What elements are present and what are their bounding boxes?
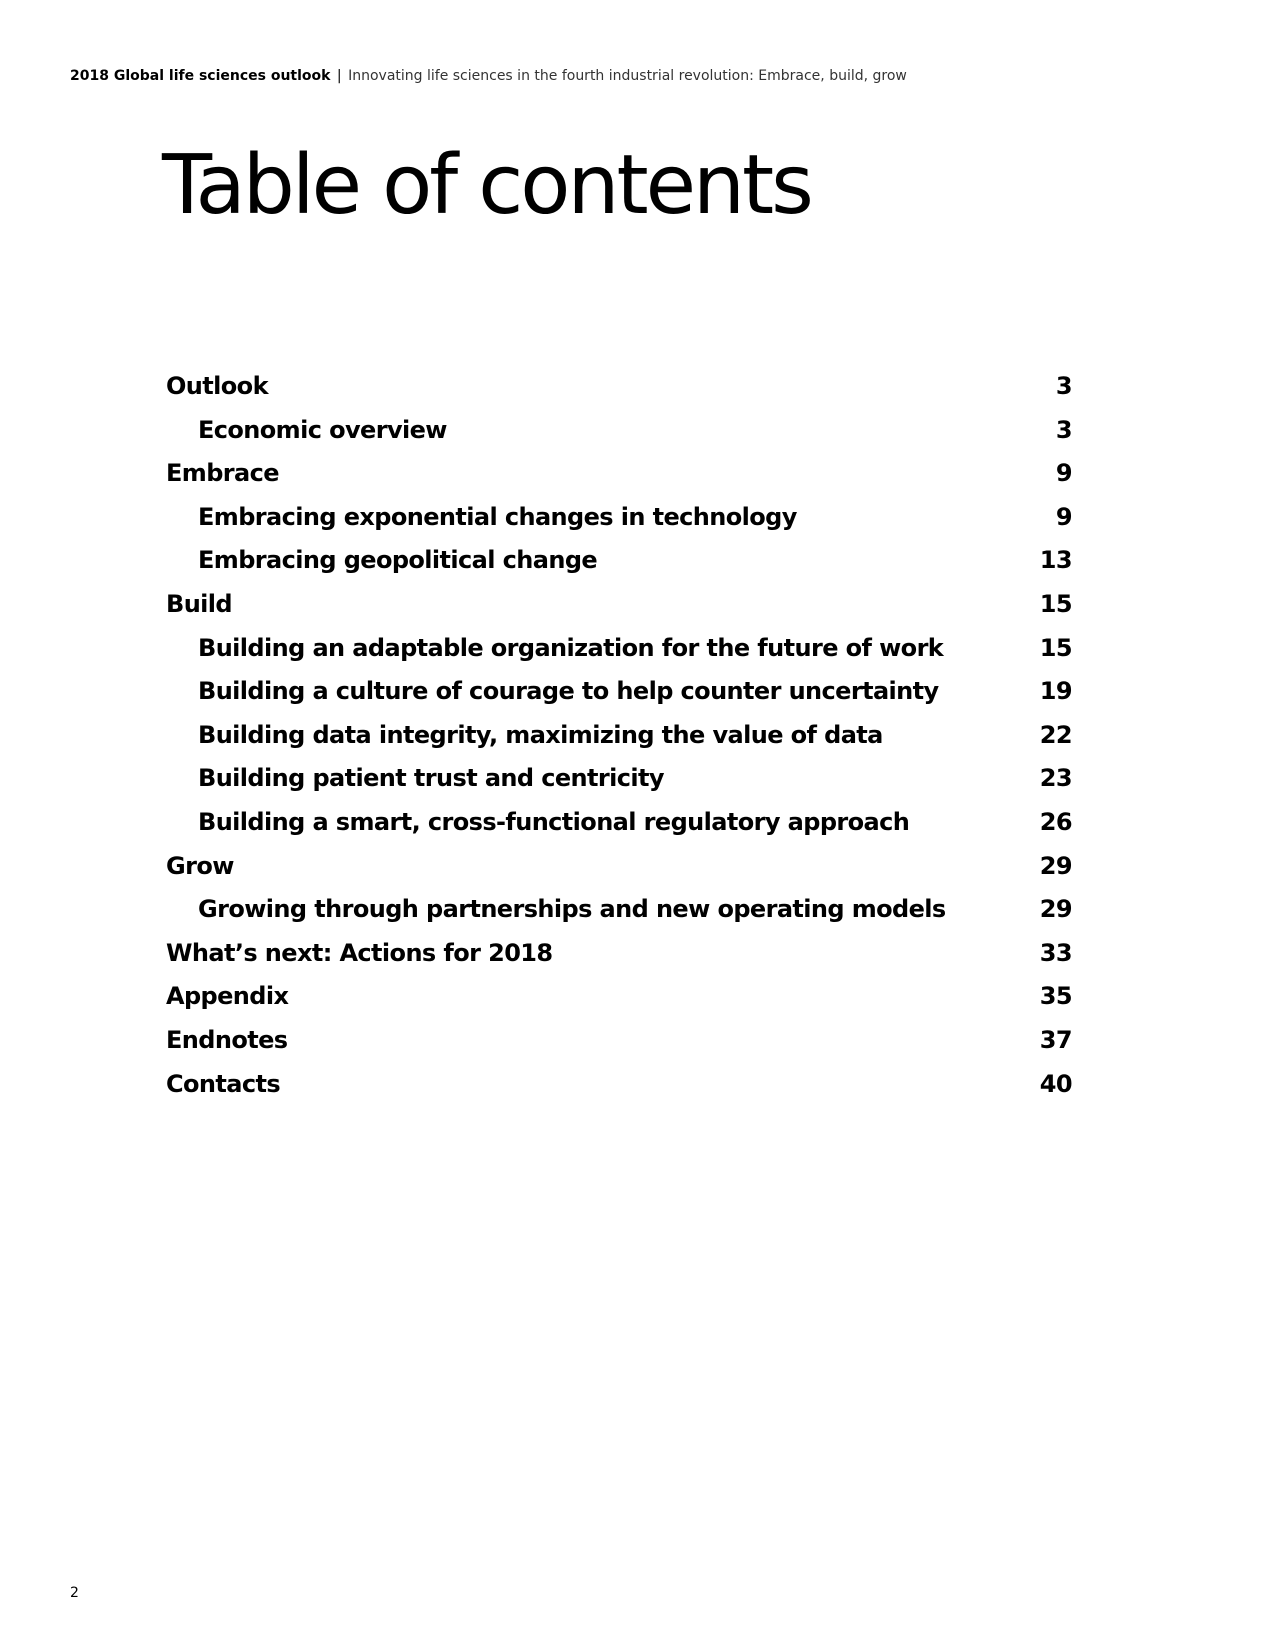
document-title: 2018 Global life sciences outlook bbox=[70, 68, 331, 84]
toc-entry-page: 15 bbox=[1039, 589, 1072, 618]
toc-entry[interactable] bbox=[166, 939, 1072, 983]
toc-entry-label: Contacts bbox=[166, 1069, 281, 1098]
toc-entry[interactable] bbox=[166, 503, 1072, 547]
toc-entry[interactable] bbox=[166, 808, 1072, 852]
toc-entry[interactable] bbox=[166, 895, 1072, 939]
toc-entry[interactable] bbox=[166, 721, 1072, 765]
toc-entry-page: 35 bbox=[1039, 982, 1072, 1011]
toc-entry-page: 33 bbox=[1039, 938, 1072, 967]
toc-entry-page: 29 bbox=[1039, 895, 1072, 924]
toc-entry-page: 3 bbox=[1055, 372, 1072, 400]
toc-entry-page: 9 bbox=[1055, 502, 1072, 531]
toc-entry-page: 40 bbox=[1039, 1069, 1072, 1098]
table-of-contents bbox=[166, 372, 1072, 1113]
toc-entry-page: 26 bbox=[1039, 807, 1072, 836]
toc-entry-label: Economic overview bbox=[198, 415, 447, 444]
running-header bbox=[70, 67, 907, 85]
toc-entry-label: Embrace bbox=[166, 459, 279, 488]
header-separator: | bbox=[336, 68, 342, 84]
toc-entry-label: Building a smart, cross-functional regulatory approach bbox=[198, 807, 910, 836]
toc-entry-label: Appendix bbox=[166, 982, 289, 1011]
toc-entry-page: 13 bbox=[1039, 546, 1072, 575]
toc-entry-page: 15 bbox=[1039, 633, 1072, 662]
document-subtitle: Innovating life sciences in the fourth industrial revolution: Embrace, build, grow bbox=[348, 68, 907, 84]
toc-entry-label: Building an adaptable organization for the future of work bbox=[198, 633, 944, 662]
toc-entry-label: Building patient trust and centricity bbox=[198, 764, 664, 793]
toc-entry-label: Embracing exponential changes in technology bbox=[198, 502, 797, 531]
toc-entry-page: 23 bbox=[1039, 764, 1072, 793]
toc-entry[interactable] bbox=[166, 634, 1072, 678]
toc-entry[interactable] bbox=[166, 546, 1072, 590]
page-number: 2 bbox=[70, 1585, 79, 1601]
toc-entry-page: 19 bbox=[1039, 677, 1072, 706]
toc-entry[interactable] bbox=[166, 677, 1072, 721]
toc-entry-label: Building a culture of courage to help counter uncertainty bbox=[198, 677, 939, 706]
toc-entry[interactable] bbox=[166, 852, 1072, 896]
toc-entry-page: 3 bbox=[1055, 415, 1072, 444]
toc-entry[interactable] bbox=[166, 1070, 1072, 1114]
toc-entry[interactable] bbox=[166, 416, 1072, 460]
toc-entry-label: Endnotes bbox=[166, 1025, 288, 1054]
toc-entry-page: 22 bbox=[1039, 720, 1072, 749]
toc-entry-page: 9 bbox=[1055, 459, 1072, 488]
toc-entry[interactable] bbox=[166, 459, 1072, 503]
page-title: Table of contents bbox=[162, 138, 811, 233]
toc-entry-label: Build bbox=[166, 589, 233, 618]
toc-entry-label: Outlook bbox=[166, 372, 268, 400]
toc-entry-label: Embracing geopolitical change bbox=[198, 546, 598, 575]
toc-entry[interactable] bbox=[166, 764, 1072, 808]
toc-entry[interactable] bbox=[166, 982, 1072, 1026]
toc-entry-page: 37 bbox=[1039, 1025, 1072, 1054]
toc-entry[interactable] bbox=[166, 372, 1072, 416]
toc-entry-label: Grow bbox=[166, 851, 234, 880]
toc-entry-page: 29 bbox=[1039, 851, 1072, 880]
toc-entry-label: What’s next: Actions for 2018 bbox=[166, 938, 553, 967]
toc-entry-label: Growing through partnerships and new operating models bbox=[198, 895, 946, 924]
toc-entry-label: Building data integrity, maximizing the value of data bbox=[198, 720, 883, 749]
toc-entry[interactable] bbox=[166, 590, 1072, 634]
toc-entry[interactable] bbox=[166, 1026, 1072, 1070]
